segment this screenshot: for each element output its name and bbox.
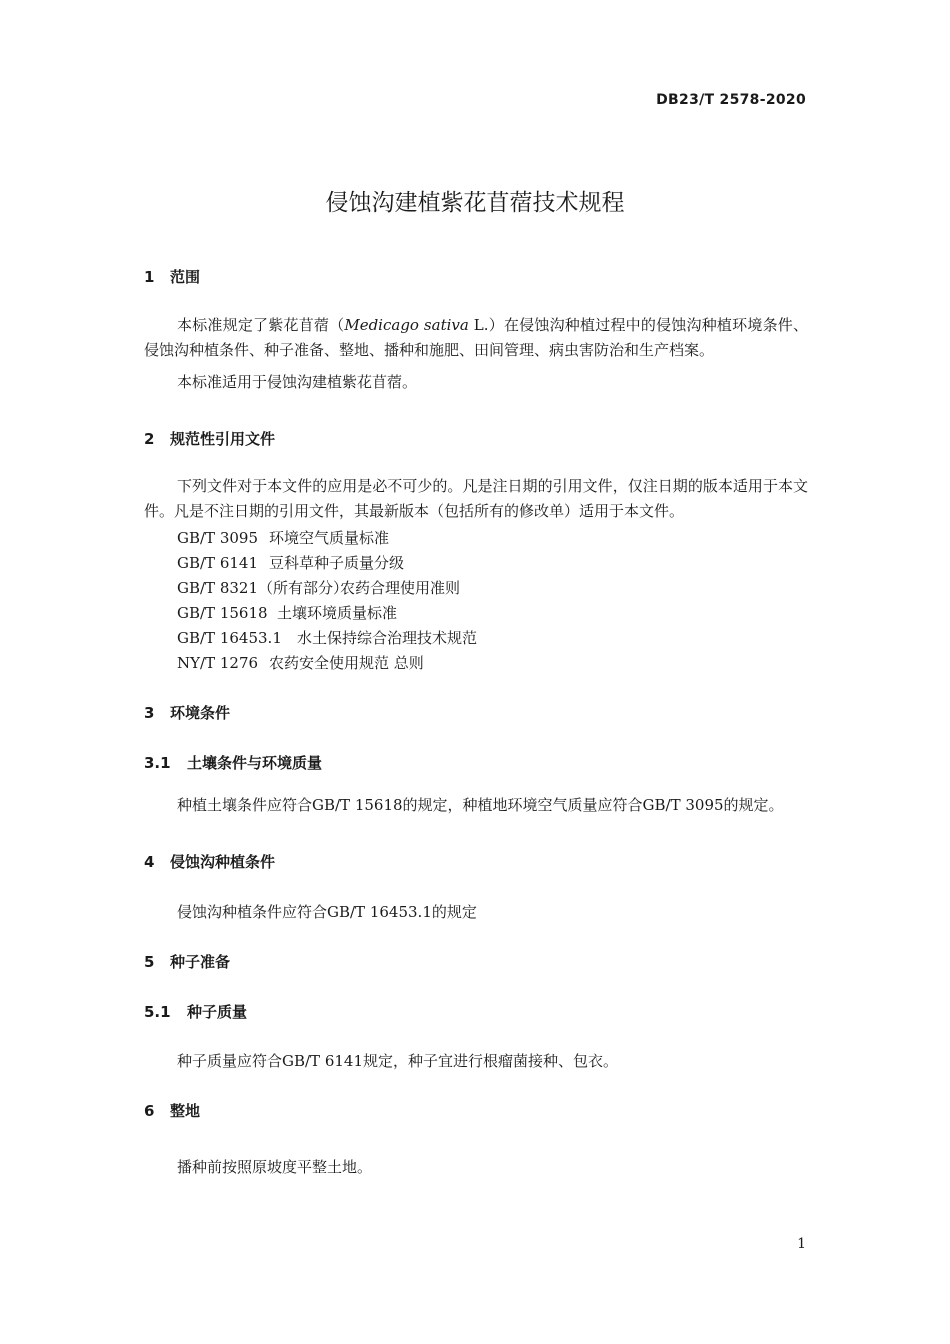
scope-applicability: 本标准适用于侵蚀沟建植紫花苜蓿。 — [177, 373, 418, 391]
latin-name: Medicago sativa — [344, 316, 469, 334]
section-4-heading — [144, 851, 275, 872]
section-title: 环境条件 — [170, 704, 231, 722]
reference-code: GB/T 6141 — [177, 554, 259, 572]
section-number: 2 — [144, 430, 155, 448]
page-title: 侵蚀沟建植紫花苜蓿技术规程 — [325, 190, 625, 216]
planting-conditions-text: 侵蚀沟种植条件应符合GB/T 16453.1的规定 — [177, 903, 477, 921]
reference-code: GB/T 15618 — [177, 604, 268, 622]
subsection-number: 5.1 — [144, 1003, 171, 1021]
section-6-heading — [144, 1100, 200, 1121]
reference-item — [177, 577, 460, 598]
reference-item — [177, 527, 389, 548]
section-number: 4 — [144, 853, 155, 871]
reference-name: 豆科草种子质量分级 — [269, 554, 405, 572]
section-title: 种子准备 — [170, 953, 231, 971]
section-title: 规范性引用文件 — [170, 430, 276, 448]
reference-code: NY/T 1276 — [177, 654, 259, 672]
section-5-heading — [144, 951, 230, 972]
section-3-heading — [144, 702, 230, 723]
reference-item — [177, 627, 477, 648]
subsection-3-1-heading — [144, 752, 322, 773]
section-1-heading — [144, 266, 200, 287]
references-intro: 下列文件对于本文件的应用是必不可少的。凡是注日期的引用文件，仅注日期的版本适用于本文件。凡是不注日期的引用文件，其最新版本（包括所有的修改单）适用于本文件。 — [144, 477, 808, 520]
reference-name: 土壤环境质量标准 — [277, 604, 398, 622]
section-title: 范围 — [170, 268, 201, 286]
reference-code: GB/T 8321（所有部分） — [177, 579, 349, 597]
reference-item — [177, 602, 397, 623]
section-number: 5 — [144, 953, 155, 971]
reference-name: 水土保持综合治理技术规范 — [297, 629, 478, 647]
reference-name: 环境空气质量标准 — [269, 529, 390, 547]
reference-name: 农药安全使用规范 总则 — [269, 654, 424, 672]
section-title: 整地 — [170, 1102, 201, 1120]
document-code: DB23/T 2578-2020 — [656, 92, 806, 108]
subsection-5-1-heading — [144, 1001, 247, 1022]
subsection-title: 种子质量 — [187, 1003, 248, 1021]
section-title: 侵蚀沟种植条件 — [170, 853, 276, 871]
subsection-number: 3.1 — [144, 754, 171, 772]
reference-code: GB/T 16453.1 — [177, 629, 282, 647]
section-number: 3 — [144, 704, 155, 722]
seed-quality-text: 种子质量应符合GB/T 6141规定，种子宜进行根瘤菌接种、包衣。 — [177, 1052, 619, 1070]
scope-text-start: 本标准规定了紫花苜蓿（ — [177, 316, 345, 334]
soil-conditions-text: 种植土壤条件应符合GB/T 15618的规定，种植地环境空气质量应符合GB/T 3095的规定。 — [177, 796, 784, 814]
subsection-title: 土壤条件与环境质量 — [187, 754, 323, 772]
reference-name: 农药合理使用准则 — [340, 579, 461, 597]
reference-item — [177, 552, 404, 573]
section-2-heading — [144, 428, 275, 449]
section-number: 1 — [144, 268, 155, 286]
reference-item — [177, 652, 424, 673]
section-number: 6 — [144, 1102, 155, 1120]
scope-paragraph — [144, 313, 808, 363]
land-preparation-text: 播种前按照原坡度平整土地。 — [177, 1158, 373, 1176]
page-number: 1 — [797, 1236, 806, 1252]
reference-code: GB/T 3095 — [177, 529, 259, 547]
scope-text-end: L.）在侵蚀沟种植过程中的侵蚀沟种植环境条件、侵蚀沟种植条件、种子准备、整地、播种和施肥、田间管理、病虫害防治和生产档案。 — [144, 316, 808, 359]
